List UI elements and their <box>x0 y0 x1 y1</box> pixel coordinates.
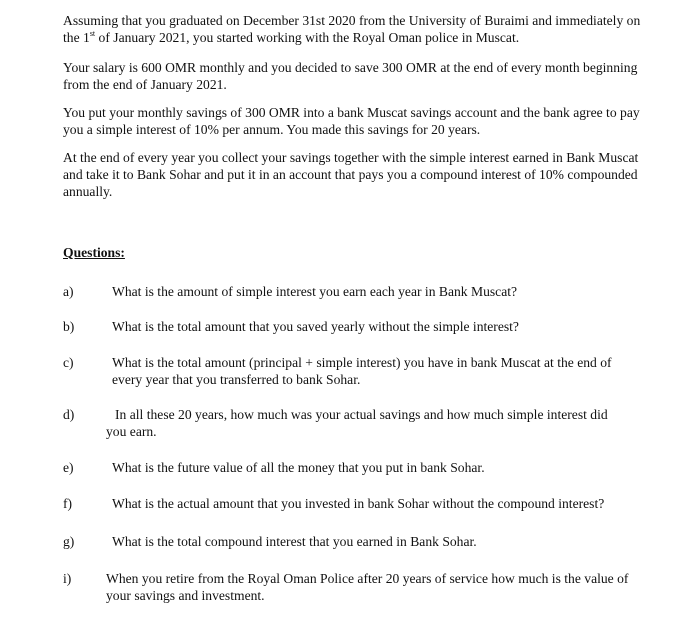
question-text: What is the future value of all the money that you put in bank Sohar. <box>112 460 485 475</box>
question-text: What is the total compound interest that you earned in Bank Sohar. <box>112 534 477 549</box>
question-letter: e) <box>63 460 74 475</box>
question-text: What is the total amount (principal + simple interest) you have in bank Muscat at the end of every year that you transferred to bank Sohar. <box>112 355 612 387</box>
questions-heading: Questions: <box>63 245 125 260</box>
ordinal-superscript: st <box>89 29 96 38</box>
intro-text-part2: of January 2021, you started working with the Royal Oman police in Muscat. <box>95 30 520 45</box>
question-letter: f) <box>63 496 73 511</box>
question-text-line: In all these 20 years, how much was your actual savings and how much simple interest did <box>115 407 608 422</box>
question-text: When you retire from the Royal Oman Police after 20 years of service how much is the value of your savings and investment. <box>106 571 629 603</box>
question-letter: i) <box>63 571 72 586</box>
question-letter: c) <box>63 355 74 370</box>
question-text: What is the total amount that you saved yearly without the simple interest? <box>112 319 519 334</box>
intro-text-part1: Assuming that you graduated on December 31st 2020 from the University of Buraimi and immediately on the 1 <box>63 13 641 45</box>
intro-paragraph-salary: Your salary is 600 OMR monthly and you decided to save 300 OMR at the end of every month beginning from the end of January 2021. <box>63 60 638 92</box>
question-text-line: you earn. <box>106 424 157 439</box>
question-letter: g) <box>63 534 75 549</box>
question-letter: a) <box>63 284 74 299</box>
intro-paragraph-bank-sohar: At the end of every year you collect your savings together with the simple interest earned in Bank Muscat and take it to Bank Sohar and put it in an account that pays you a compound interest of 10% compounded annually. <box>63 150 639 199</box>
question-text <box>106 406 642 440</box>
question-letter: b) <box>63 319 75 334</box>
question-letter: d) <box>63 407 75 422</box>
intro-paragraph-graduation <box>63 12 648 46</box>
question-text: What is the amount of simple interest you earn each year in Bank Muscat? <box>112 284 518 299</box>
question-text: What is the actual amount that you invested in bank Sohar without the compound interest? <box>112 496 605 511</box>
intro-paragraph-bank-muscat: You put your monthly savings of 300 OMR into a bank Muscat savings account and the bank agree to pay you a simple interest of 10% per annum. You made this savings for 20 years. <box>63 105 640 137</box>
